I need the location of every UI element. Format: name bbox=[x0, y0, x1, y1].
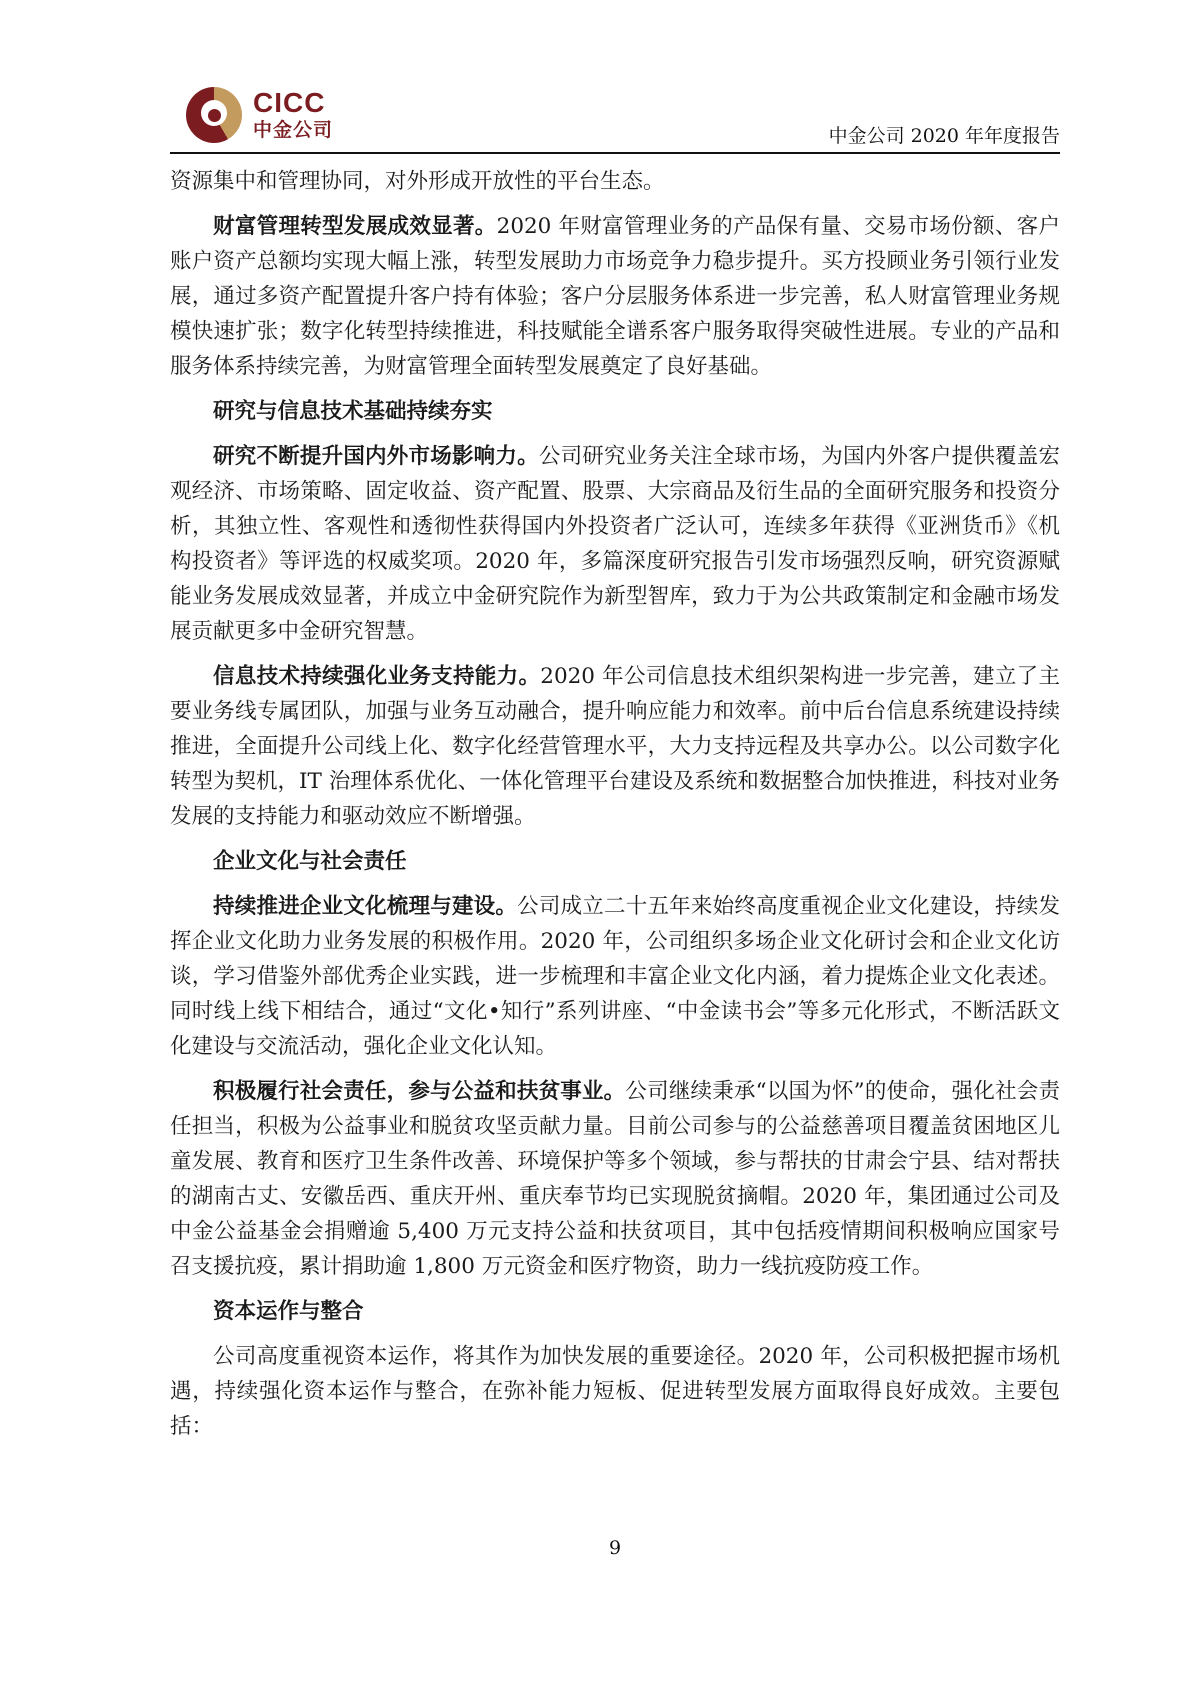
paragraph-text: 公司继续秉承“以国为怀”的使命，强化社会责任担当，积极为公益事业和脱贫攻坚贡献力量。目前公司参与的公益慈善项目覆盖贫困地区儿童发展、教育和医疗卫生条件改善、环境保护等多个领域，参与帮扶的甘肃会宁县、结对帮扶的湖南古丈、安徽岳西、重庆开州、重庆奉节均已实现脱贫摘帽。2020 年，集团通过公司及中金公益基金会捐赠逾 5,400 万元支持公益和扶贫项目，其中包括疫情期间积极响应国家号召支援抗疫，累计捐助逾 1,800 万元资金和医疗物资，助力一线抗疫防疫工作。 bbox=[170, 1079, 1060, 1279]
report-title: 中金公司 2020 年年度报告 bbox=[828, 125, 1060, 147]
paragraph-research bbox=[170, 439, 1060, 649]
paragraph-text: 公司高度重视资本运作，将其作为加快发展的重要途径。2020 年，公司积极把握市场机遇，持续强化资本运作与整合，在弥补能力短板、促进转型发展方面取得良好成效。主要包括： bbox=[170, 1344, 1060, 1439]
page-number: 9 bbox=[608, 1537, 622, 1559]
paragraph-text: 2020 年财富管理业务的产品保有量、交易市场份额、客户账户资产总额均实现大幅上涨，转型发展助力市场竞争力稳步提升。买方投顾业务引领行业发展，通过多资产配置提升客户持有体验；客户分层服务体系进一步完善，私人财富管理业务规模快速扩张；数字化转型持续推进，科技赋能全谱系客户服务取得突破性进展。专业的产品和服务体系持续完善，为财富管理全面转型发展奠定了良好基础。 bbox=[170, 214, 1060, 379]
header-divider bbox=[170, 152, 1060, 154]
report-body bbox=[170, 164, 1060, 1454]
paragraph-text: 资源集中和管理协同，对外形成开放性的平台生态。 bbox=[170, 169, 665, 194]
paragraph-lead: 研究不断提升国内外市场影响力。 bbox=[213, 444, 539, 468]
section-heading-research-it: 研究与信息技术基础持续夯实 bbox=[213, 399, 493, 423]
paragraph-wealth-management bbox=[170, 209, 1060, 384]
paragraph-social-responsibility bbox=[170, 1074, 1060, 1284]
paragraph-text: 2020 年公司信息技术组织架构进一步完善，建立了主要业务线专属团队，加强与业务互动融合，提升响应能力和效率。前中后台信息系统建设持续推进，全面提升公司线上化、数字化经营管理水平，大力支持远程及共享办公。以公司数字化转型为契机，IT 治理体系优化、一体化管理平台建设及系统和数据整合加快推进，科技对业务发展的支持能力和驱动效应不断增强。 bbox=[170, 664, 1060, 829]
paragraph-lead: 积极履行社会责任，参与公益和扶贫事业。 bbox=[213, 1079, 626, 1103]
paragraph-lead: 信息技术持续强化业务支持能力。 bbox=[213, 664, 541, 688]
logo-text-en: CICC bbox=[253, 87, 326, 118]
paragraph-lead: 持续推进企业文化梳理与建设。 bbox=[213, 894, 518, 918]
logo-text-cn: 中金公司 bbox=[253, 120, 334, 141]
paragraph-continuation bbox=[170, 164, 1060, 199]
paragraph-capital-operations bbox=[170, 1339, 1060, 1444]
paragraph-corporate-culture bbox=[170, 889, 1060, 1064]
paragraph-text: 公司成立二十五年来始终高度重视企业文化建设，持续发挥企业文化助力业务发展的积极作用。2020 年，公司组织多场企业文化研讨会和企业文化访谈，学习借鉴外部优秀企业实践，进一步梳理和丰富企业文化内涵，着力提炼企业文化表述。同时线上线下相结合，通过“文化•知行”系列讲座、“中金读书会”等多元化形式，不断活跃文化建设与交流活动，强化企业文化认知。 bbox=[170, 894, 1060, 1059]
paragraph-lead: 财富管理转型发展成效显著。 bbox=[213, 214, 497, 238]
section-heading-capital-operations: 资本运作与整合 bbox=[213, 1299, 364, 1323]
section-heading-culture-responsibility: 企业文化与社会责任 bbox=[213, 849, 407, 873]
paragraph-information-technology bbox=[170, 659, 1060, 834]
paragraph-text: 公司研究业务关注全球市场，为国内外客户提供覆盖宏观经济、市场策略、固定收益、资产配置、股票、大宗商品及衍生品的全面研究服务和投资分析，其独立性、客观性和透彻性获得国内外投资者广泛认可，连续多年获得《亚洲货币》《机构投资者》等评选的权威奖项。2020 年，多篇深度研究报告引发市场强烈反响，研究资源赋能业务发展成效显著，并成立中金研究院作为新型智库，致力于为公共政策制定和金融市场发展贡献更多中金研究智慧。 bbox=[170, 444, 1060, 644]
